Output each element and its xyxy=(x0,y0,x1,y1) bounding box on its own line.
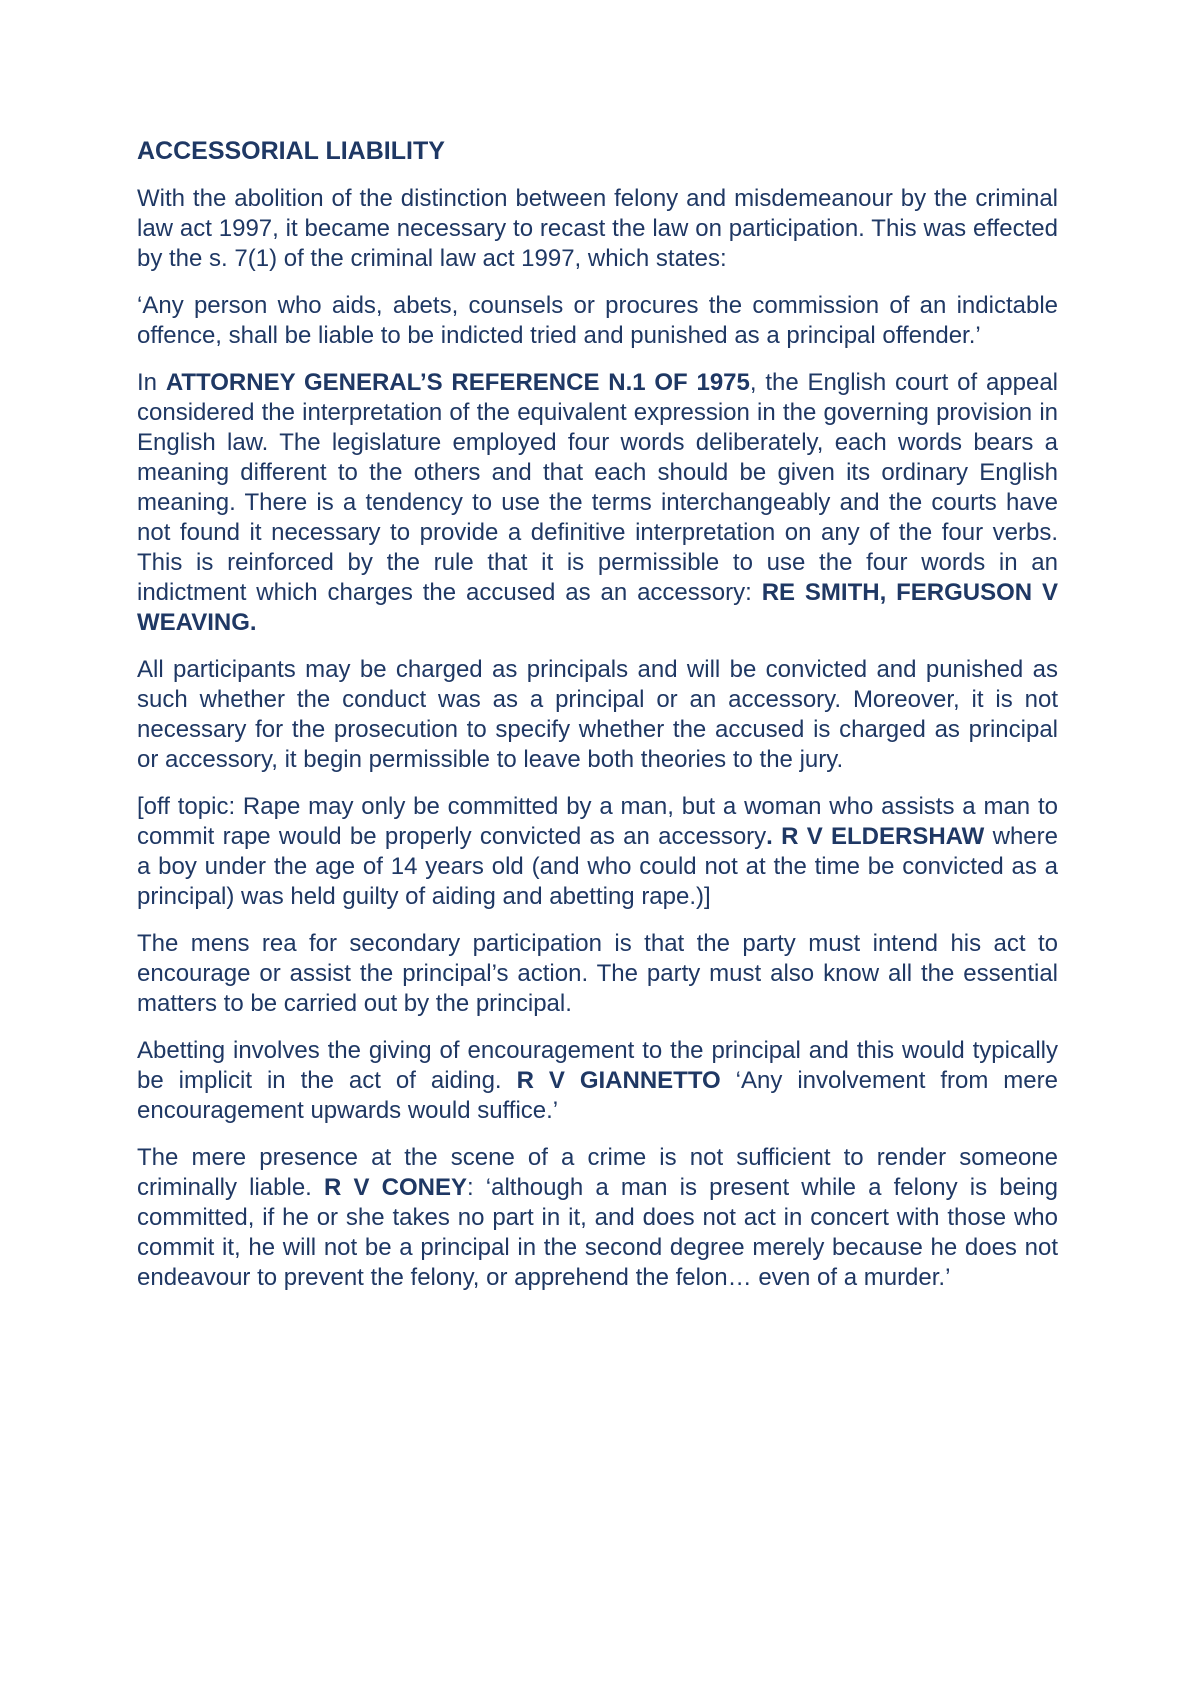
paragraph xyxy=(137,655,1058,775)
bold-text-run: ATTORNEY GENERAL’S REFERENCE N.1 OF 1975 xyxy=(165,369,750,396)
bold-text-run: R V GIANNETTO xyxy=(516,1067,721,1094)
text-run: In xyxy=(137,369,166,396)
bold-text-run: . R V ELDERSHAW xyxy=(766,823,985,850)
text-run: [off topic: Rape may only be committed by a man, but a woman who assists a man to commit rape would be properly convicted as an accessory xyxy=(137,793,1058,850)
text-run: The mere presence at the scene of a crime is not sufficient to render someone criminally liable. xyxy=(137,1144,1058,1201)
text-run: The mens rea for secondary participation is that the party must intend his act to encourage or assist the principal’s action. The party must also know all the essential matters to be carried out by the principal. xyxy=(137,930,1058,1017)
text-run: : ‘although a man is present while a felony is being committed, if he or she takes no part in it, and does not act in concert with those who commit it, he will not be a principal in the second degree merely because he does not endeavour to prevent the felony, or apprehend the felon… even of a murder.’ xyxy=(137,1174,1058,1291)
paragraph xyxy=(137,184,1058,274)
bold-text-run: R V CONEY xyxy=(324,1174,467,1201)
text-run: ‘Any involvement from mere encouragement upwards would suffice.’ xyxy=(137,1067,1058,1124)
text-run: , the English court of appeal considered the interpretation of the equivalent expression in the governing provision in English law. The legislature employed four words deliberately, each words bears a meaning different to the others and that each should be given its ordinary English meaning. There is a tendency to use the terms interchangeably and the courts have not found it necessary to provide a definitive interpretation on any of the four verbs. This is reinforced by the rule that it is permissible to use the four words in an indictment which charges the accused as an accessory: xyxy=(137,369,1059,606)
text-run: where a boy under the age of 14 years old (and who could not at the time be convicted as a principal) was held guilty of aiding and abetting rape.)] xyxy=(137,823,1058,910)
paragraph xyxy=(137,291,1058,351)
text-run: All participants may be charged as principals and will be convicted and punished as such whether the conduct was as a principal or an accessory. Moreover, it is not necessary for the prosecution to specify whether the accused is charged as principal or accessory, it begin permissible to leave both theories to the jury. xyxy=(137,656,1058,773)
paragraph xyxy=(137,929,1058,1019)
document-body xyxy=(137,184,1058,1293)
paragraph xyxy=(137,1036,1058,1126)
bold-text-run: RE SMITH, FERGUSON V WEAVING. xyxy=(137,579,1059,636)
document-content xyxy=(137,136,1058,1310)
text-run: ‘Any person who aids, abets, counsels or procures the commission of an indictable offence, shall be liable to be indicted tried and punished as a principal offender.’ xyxy=(137,292,1058,349)
document-title: ACCESSORIAL LIABILITY xyxy=(137,137,445,165)
paragraph xyxy=(137,1143,1058,1293)
text-run: Abetting involves the giving of encouragement to the principal and this would typically be implicit in the act of aiding. xyxy=(137,1037,1058,1094)
paragraph xyxy=(137,368,1058,638)
paragraph xyxy=(137,792,1058,912)
text-run: With the abolition of the distinction between felony and misdemeanour by the criminal law act 1997, it became necessary to recast the law on participation. This was effected by the s. 7(1) of the criminal law act 1997, which states: xyxy=(137,185,1058,272)
